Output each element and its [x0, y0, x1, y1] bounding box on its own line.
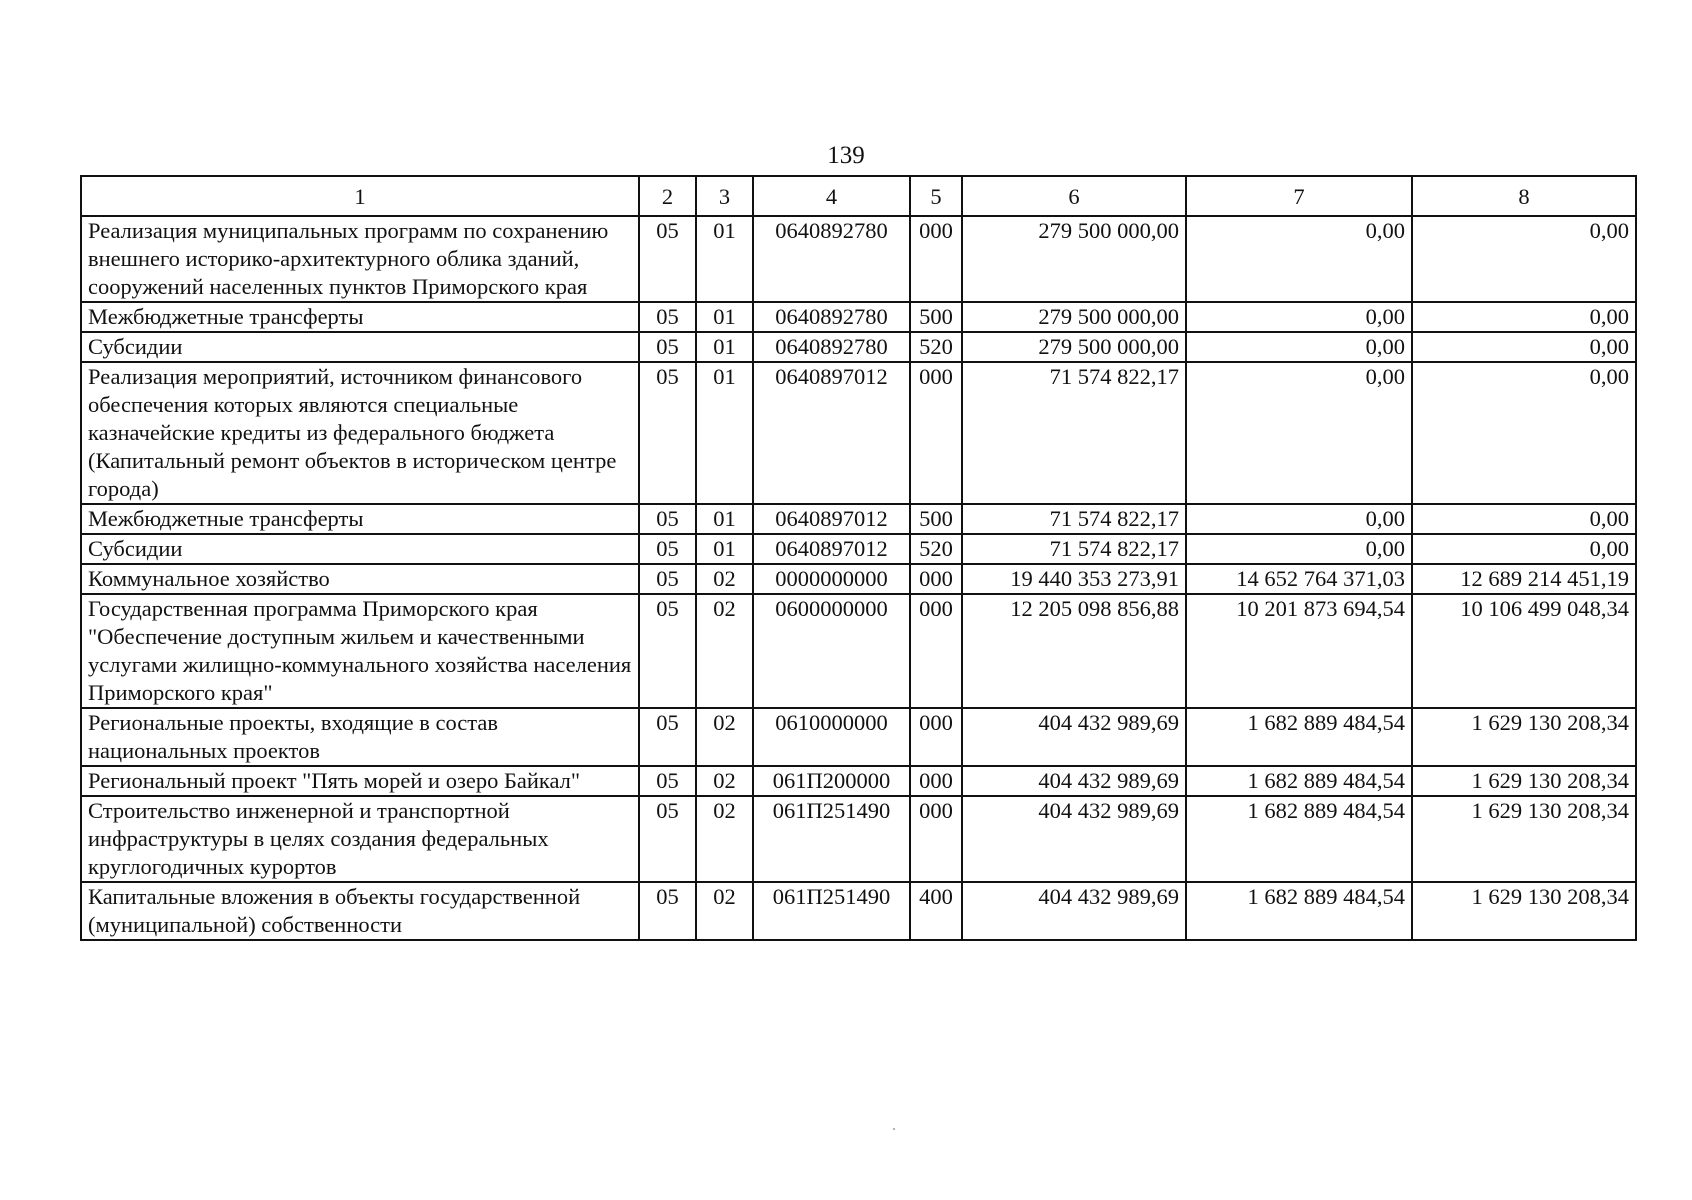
amount-column-7: 0,00 [1186, 302, 1412, 332]
column-header-6: 6 [962, 176, 1186, 216]
target-article-code: 0640892780 [753, 302, 910, 332]
budget-table [80, 175, 1637, 941]
expense-type-code: 000 [910, 216, 962, 302]
section-code: 05 [639, 332, 696, 362]
expense-type-code: 500 [910, 504, 962, 534]
amount-column-7: 1 682 889 484,54 [1186, 766, 1412, 796]
table-row [81, 766, 1636, 796]
amount-column-6: 404 432 989,69 [962, 796, 1186, 882]
subsection-code: 01 [696, 216, 753, 302]
subsection-code: 01 [696, 534, 753, 564]
expense-type-code: 000 [910, 564, 962, 594]
amount-column-6: 12 205 098 856,88 [962, 594, 1186, 708]
subsection-code: 01 [696, 504, 753, 534]
item-name: Реализация мероприятий, источником финансового обеспечения которых являются специальные казначейские кредиты из федерального бюджета (Капитальный ремонт объектов в историческом центре города) [81, 362, 639, 504]
subsection-code: 01 [696, 332, 753, 362]
expense-type-code: 500 [910, 302, 962, 332]
table-row [81, 362, 1636, 504]
table-row [81, 534, 1636, 564]
amount-column-6: 279 500 000,00 [962, 216, 1186, 302]
amount-column-8: 0,00 [1412, 332, 1636, 362]
expense-type-code: 000 [910, 796, 962, 882]
expense-type-code: 000 [910, 708, 962, 766]
amount-column-6: 71 574 822,17 [962, 504, 1186, 534]
table-row [81, 216, 1636, 302]
expense-type-code: 520 [910, 332, 962, 362]
table-row [81, 564, 1636, 594]
target-article-code: 0000000000 [753, 564, 910, 594]
target-article-code: 0640897012 [753, 504, 910, 534]
amount-column-6: 71 574 822,17 [962, 534, 1186, 564]
subsection-code: 02 [696, 882, 753, 940]
subsection-code: 02 [696, 796, 753, 882]
item-name: Реализация муниципальных программ по сохранению внешнего историко-архитектурного облика зданий, сооружений населенных пунктов Приморского края [81, 216, 639, 302]
amount-column-6: 404 432 989,69 [962, 882, 1186, 940]
amount-column-7: 14 652 764 371,03 [1186, 564, 1412, 594]
target-article-code: 0640897012 [753, 534, 910, 564]
item-name: Региональные проекты, входящие в состав национальных проектов [81, 708, 639, 766]
item-name: Межбюджетные трансферты [81, 302, 639, 332]
amount-column-8: 0,00 [1412, 534, 1636, 564]
item-name: Коммунальное хозяйство [81, 564, 639, 594]
item-name: Межбюджетные трансферты [81, 504, 639, 534]
subsection-code: 02 [696, 766, 753, 796]
table-row [81, 504, 1636, 534]
amount-column-7: 0,00 [1186, 332, 1412, 362]
amount-column-6: 404 432 989,69 [962, 708, 1186, 766]
item-name: Капитальные вложения в объекты государственной (муниципальной) собственности [81, 882, 639, 940]
expense-type-code: 000 [910, 766, 962, 796]
target-article-code: 061П200000 [753, 766, 910, 796]
table-row [81, 882, 1636, 940]
item-name: Субсидии [81, 534, 639, 564]
subsection-code: 02 [696, 594, 753, 708]
table-row [81, 332, 1636, 362]
amount-column-8: 0,00 [1412, 302, 1636, 332]
section-code: 05 [639, 302, 696, 332]
column-header-8: 8 [1412, 176, 1636, 216]
amount-column-7: 0,00 [1186, 216, 1412, 302]
amount-column-8: 1 629 130 208,34 [1412, 882, 1636, 940]
item-name: Строительство инженерной и транспортной инфраструктуры в целях создания федеральных круглогодичных курортов [81, 796, 639, 882]
section-code: 05 [639, 216, 696, 302]
subsection-code: 02 [696, 564, 753, 594]
table-row [81, 594, 1636, 708]
target-article-code: 061П251490 [753, 796, 910, 882]
section-code: 05 [639, 882, 696, 940]
subsection-code: 01 [696, 302, 753, 332]
amount-column-6: 19 440 353 273,91 [962, 564, 1186, 594]
expense-type-code: 400 [910, 882, 962, 940]
table-row [81, 708, 1636, 766]
section-code: 05 [639, 362, 696, 504]
amount-column-7: 1 682 889 484,54 [1186, 882, 1412, 940]
amount-column-6: 71 574 822,17 [962, 362, 1186, 504]
amount-column-8: 1 629 130 208,34 [1412, 708, 1636, 766]
section-code: 05 [639, 796, 696, 882]
amount-column-8: 1 629 130 208,34 [1412, 796, 1636, 882]
expense-type-code: 520 [910, 534, 962, 564]
column-header-2: 2 [639, 176, 696, 216]
amount-column-8: 12 689 214 451,19 [1412, 564, 1636, 594]
amount-column-7: 10 201 873 694,54 [1186, 594, 1412, 708]
amount-column-8: 1 629 130 208,34 [1412, 766, 1636, 796]
target-article-code: 0600000000 [753, 594, 910, 708]
scan-speck [893, 1128, 895, 1130]
target-article-code: 0640892780 [753, 216, 910, 302]
column-header-5: 5 [910, 176, 962, 216]
section-code: 05 [639, 504, 696, 534]
expense-type-code: 000 [910, 594, 962, 708]
subsection-code: 02 [696, 708, 753, 766]
amount-column-7: 0,00 [1186, 362, 1412, 504]
column-header-1: 1 [81, 176, 639, 216]
section-code: 05 [639, 766, 696, 796]
table-row [81, 796, 1636, 882]
amount-column-8: 0,00 [1412, 504, 1636, 534]
amount-column-8: 0,00 [1412, 362, 1636, 504]
amount-column-8: 10 106 499 048,34 [1412, 594, 1636, 708]
table-header-row [81, 176, 1636, 216]
amount-column-6: 279 500 000,00 [962, 302, 1186, 332]
amount-column-7: 0,00 [1186, 504, 1412, 534]
item-name: Региональный проект "Пять морей и озеро Байкал" [81, 766, 639, 796]
table-row [81, 302, 1636, 332]
amount-column-8: 0,00 [1412, 216, 1636, 302]
subsection-code: 01 [696, 362, 753, 504]
section-code: 05 [639, 708, 696, 766]
table-body [81, 216, 1636, 940]
column-header-3: 3 [696, 176, 753, 216]
item-name: Субсидии [81, 332, 639, 362]
target-article-code: 0640892780 [753, 332, 910, 362]
page-number: 139 [827, 142, 865, 169]
section-code: 05 [639, 564, 696, 594]
amount-column-7: 1 682 889 484,54 [1186, 796, 1412, 882]
column-header-7: 7 [1186, 176, 1412, 216]
amount-column-6: 404 432 989,69 [962, 766, 1186, 796]
column-header-4: 4 [753, 176, 910, 216]
expense-type-code: 000 [910, 362, 962, 504]
section-code: 05 [639, 534, 696, 564]
amount-column-7: 1 682 889 484,54 [1186, 708, 1412, 766]
target-article-code: 0640897012 [753, 362, 910, 504]
target-article-code: 0610000000 [753, 708, 910, 766]
amount-column-7: 0,00 [1186, 534, 1412, 564]
target-article-code: 061П251490 [753, 882, 910, 940]
amount-column-6: 279 500 000,00 [962, 332, 1186, 362]
section-code: 05 [639, 594, 696, 708]
item-name: Государственная программа Приморского края "Обеспечение доступным жильем и качественными услугами жилищно-коммунального хозяйства населения Приморского края" [81, 594, 639, 708]
